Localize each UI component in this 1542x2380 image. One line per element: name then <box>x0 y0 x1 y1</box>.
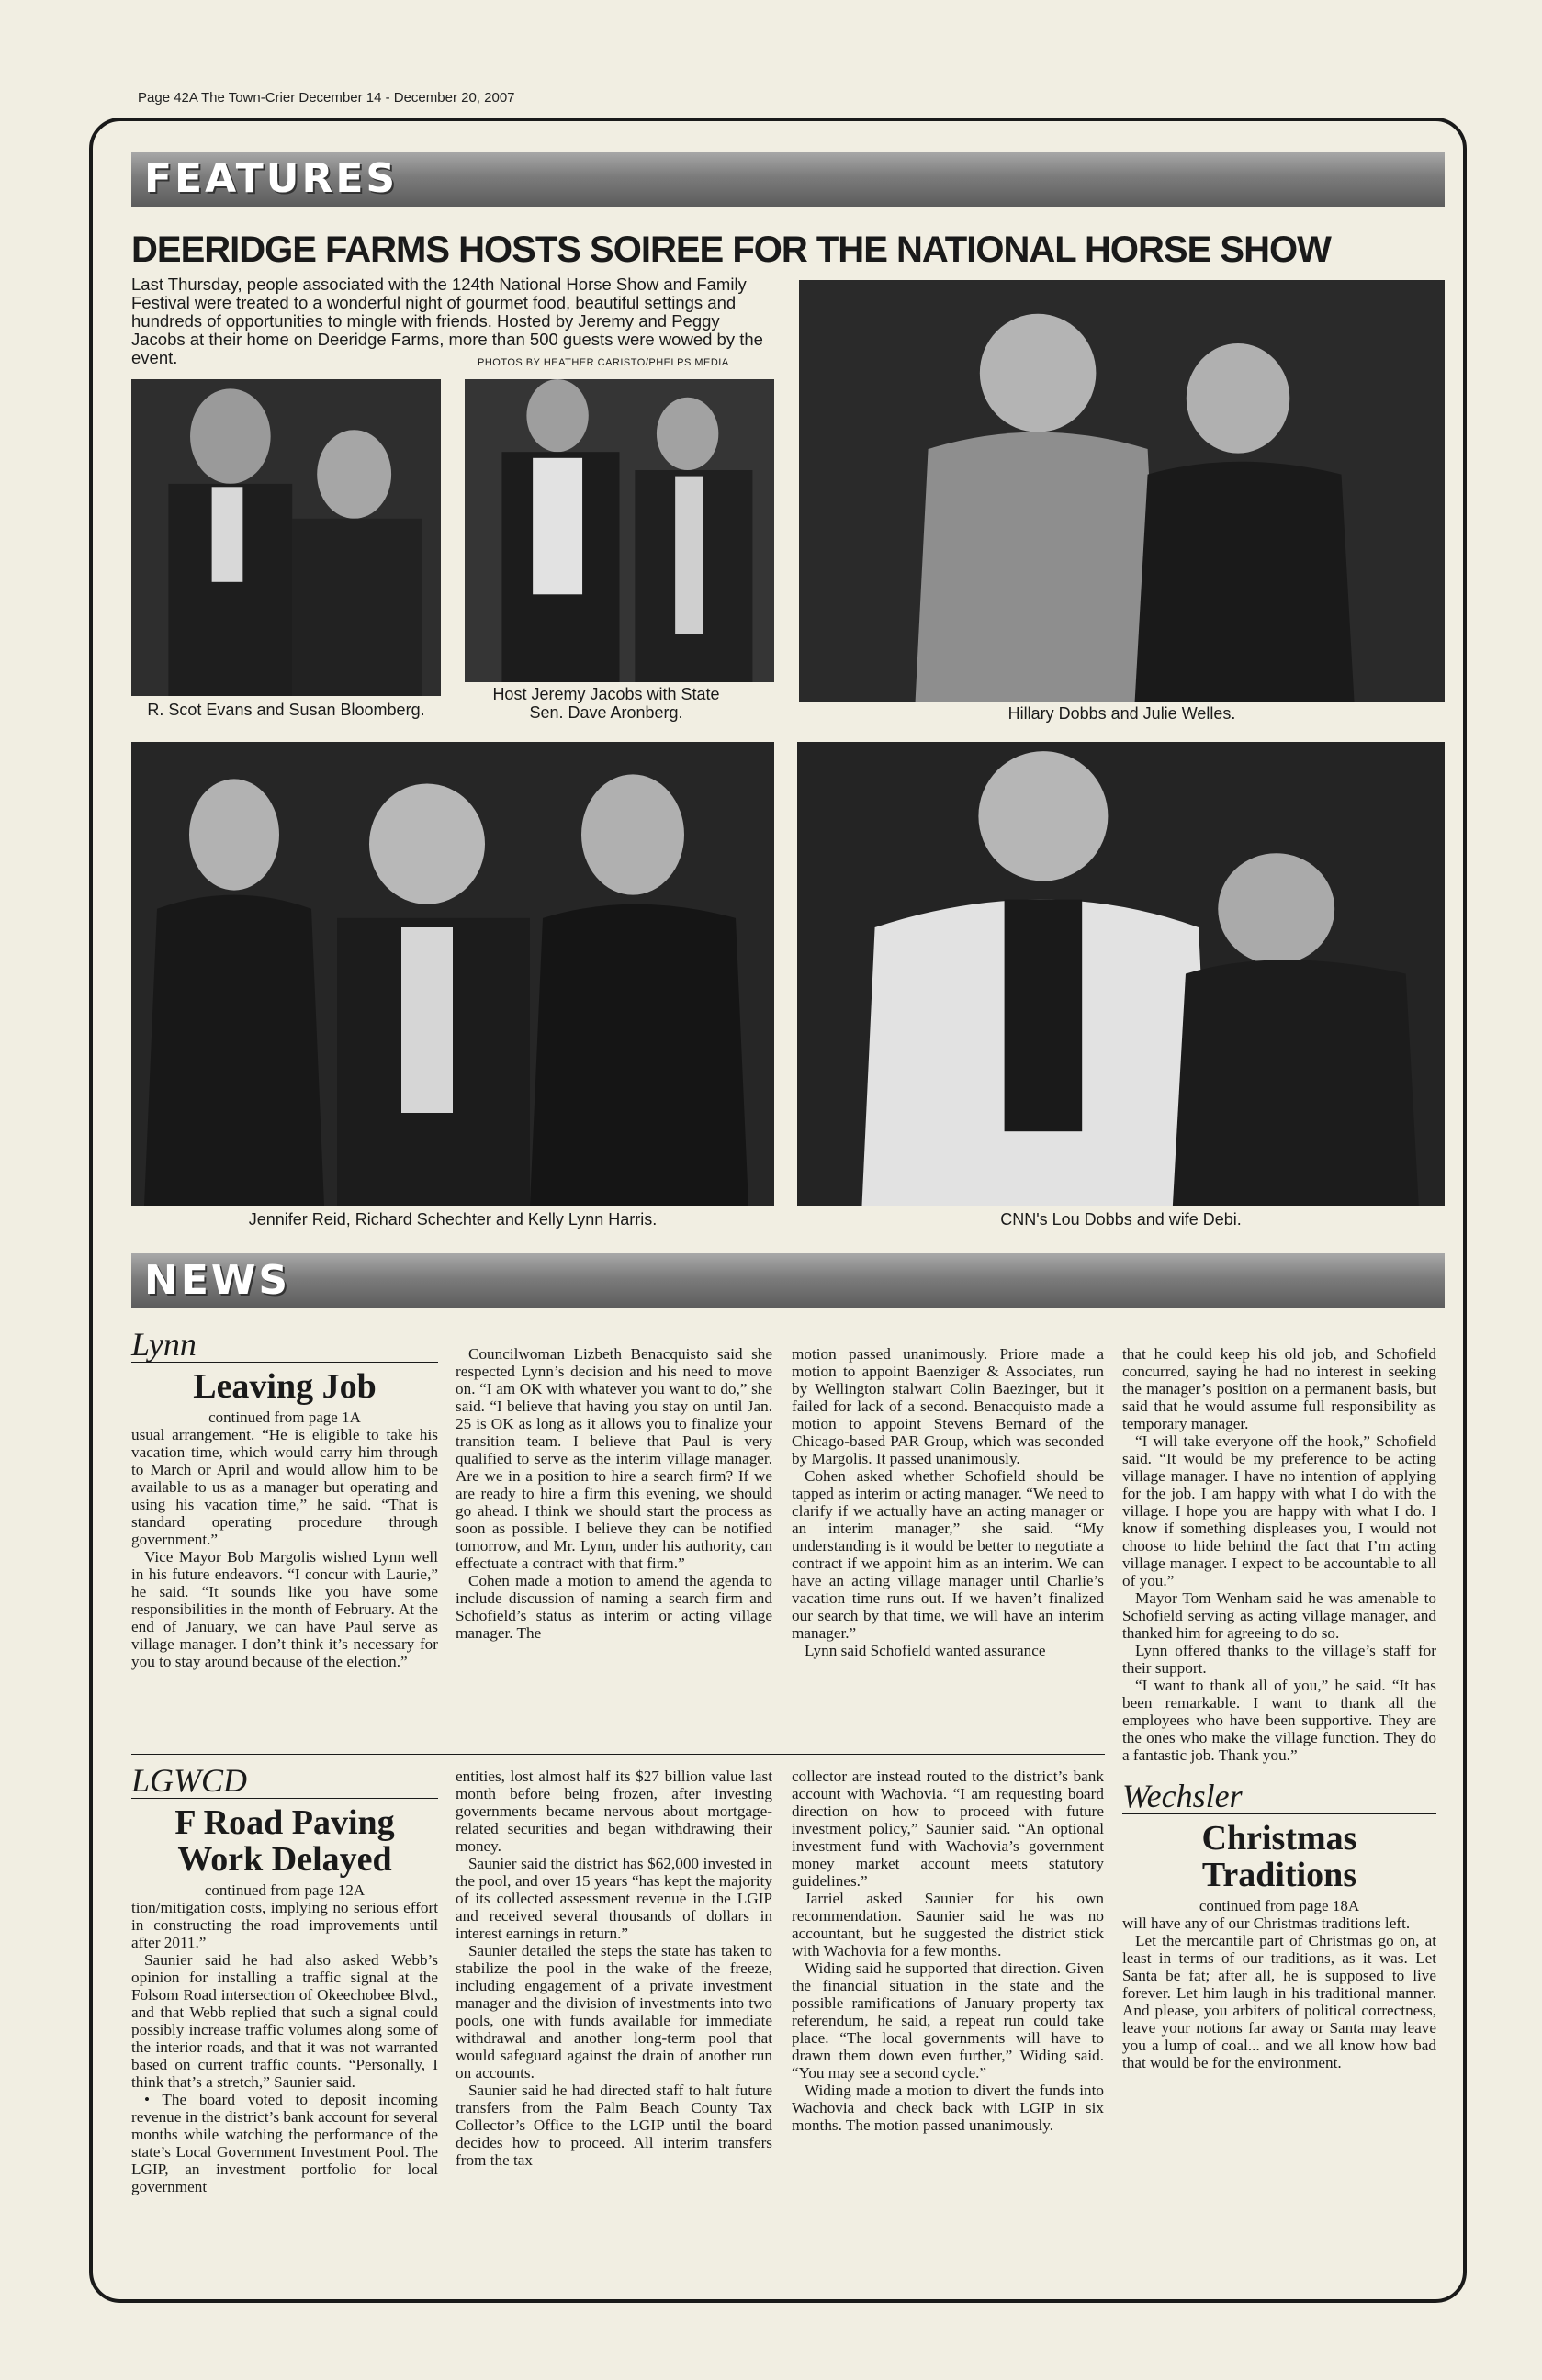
lgwcd-continued: continued from page 12A <box>204 1881 366 1899</box>
paragraph: Lynn offered thanks to the village’s staff for their support. <box>1122 1642 1436 1677</box>
story-divider <box>131 1754 1105 1755</box>
paragraph: entities, lost almost half its $27 billion value last month before being frozen, after investing governments became nervous about mortgage-related securities and began withdrawing their money. <box>456 1768 772 1855</box>
paragraph: • The board voted to deposit incoming revenue in the district’s bank account for several months while watching the performance of the state’s Local Government Investment Pool. The LGIP, an investment portfolio for local government <box>131 2091 438 2195</box>
paragraph: Jarriel asked Saunier for his own recommendation. Saunier said he was no accountant, but he suggested the district stick with Wachovia for a few months. <box>792 1890 1104 1959</box>
paragraph: usual arrangement. “He is eligible to take his vacation time, which would carry him through to March or April and would allow him to be available to us as a manager but operating and using his vacation time,” he said. “That is standard operating procedure through government.” <box>131 1426 438 1548</box>
lynn-headline: Leaving Job <box>193 1367 377 1406</box>
caption-reid-schechter-harris: Jennifer Reid, Richard Schechter and Kelly Lynn Harris. <box>248 1210 658 1229</box>
features-intro: Last Thursday, people associated with the 124th National Horse Show and Family Festival were treated to a wonderful night of gourmet food, beautiful settings and hundreds of opportunities to mingle with friends. Hosted by Jeremy and Peggy Jacobs at their home on Deeridge Farms, more than 500 guests were wowed by the event. <box>131 275 763 367</box>
lgwcd-slug: LGWCD <box>131 1763 438 1799</box>
lgwcd-col-1 <box>131 1763 438 2195</box>
lynn-col-4 <box>1122 1345 1436 2071</box>
lgwcd-headline: F Road Paving Work Delayed <box>174 1803 395 1879</box>
lynn-col-1 <box>131 1327 438 1670</box>
wechsler-story <box>1122 1779 1436 2071</box>
paragraph: Let the mercantile part of Christmas go on, at least in terms of our traditions, as it was. Let Santa be fat; after all, he is supposed to live forever. Let him laugh in his traditional manner. And please, you arbiters of political correctness, leave your notions far away or Santa may leave you a lump of coal... and we all know how bad that would be for the environment. <box>1122 1932 1436 2071</box>
features-banner <box>131 152 1445 207</box>
paragraph: Cohen made a motion to amend the agenda to include discussion of naming a search firm and Schofield’s status as interim or acting village manager. The <box>456 1572 772 1642</box>
wechsler-headline: Christmas Traditions <box>1201 1819 1357 1894</box>
paragraph: Lynn said Schofield wanted assurance <box>805 1642 1046 1659</box>
caption-evans-bloomberg: R. Scot Evans and Susan Bloomberg. <box>147 701 425 719</box>
news-banner <box>131 1253 1445 1308</box>
lynn-continued: continued from page 1A <box>208 1409 361 1426</box>
photo-jacobs-aronberg <box>465 379 774 682</box>
paragraph: that he could keep his old job, and Schofield concurred, saying he had no interest in seeking the manager’s position on a permanent basis, but said that he would assume full responsibility as temporary manager. <box>1122 1345 1436 1432</box>
photo-lou-debi-dobbs <box>797 742 1445 1206</box>
wechsler-continued: continued from page 18A <box>1199 1897 1360 1914</box>
features-label: FEATURES <box>144 155 399 202</box>
lgwcd-col-2 <box>456 1768 772 2169</box>
paragraph: “I want to thank all of you,” he said. “It has been remarkable. I want to thank all the employees who have been supportive. They are the ones who make the village function. They do a fantastic job. Thank you.” <box>1122 1677 1436 1764</box>
news-label: NEWS <box>144 1257 291 1304</box>
paragraph: tion/mitigation costs, implying no serious effort in constructing the road improvements until after 2011.” <box>131 1899 438 1951</box>
paragraph: Cohen asked whether Schofield should be tapped as interim or acting manager. “We need to clarify if we actually have an acting manager or an interim manager,” she said. “My understanding is it would be better to negotiate a contract if we appoint him as an interim. We can have an acting village manager until Charlie’s vacation time runs out. If we haven’t finalized our search by that time, we will have an interim manager.” <box>792 1467 1104 1642</box>
lgwcd-col-3 <box>792 1768 1104 2134</box>
paragraph: Saunier said the district has $62,000 invested in the pool, and over 15 years “has kept the majority of its collected assessment revenue in the LGIP and received several thousands of dollars in interest earnings in return.” <box>456 1855 772 1942</box>
paragraph: Widing said he supported that direction. Given the financial situation in the state and the possible ramifications of January property tax referendum, he said, a repeat run could take place. “The local governments will have to drawn them down even further,” Widing said. “You may see a second cycle.” <box>792 1959 1104 2082</box>
photo-credit: PHOTOS BY HEATHER CARISTO/PHELPS MEDIA <box>478 357 729 368</box>
wechsler-slug: Wechsler <box>1122 1779 1436 1814</box>
paragraph: “I will take everyone off the hook,” Schofield said. “It would be my preference to be acting village manager. I have no intention of applying for the job. I am happy with what I do with the village. I hope you are happy with what I do. I know if something displeases you, I would not choose to hide behind the fact that I’m acting village manager. I expect to be accountable to all of you.” <box>1122 1432 1436 1589</box>
paragraph: will have any of our Christmas traditions left. <box>1122 1914 1411 1932</box>
page-folio: Page 42A The Town-Crier December 14 - December 20, 2007 <box>138 90 515 106</box>
paragraph: Vice Mayor Bob Margolis wished Lynn well in his future endeavors. “I concur with Laurie,” he said. “It sounds like you have some responsibilities in the month of February. At the end of January, we can have Paul serve as village manager. I don’t think it’s necessary for you to stay around because of the election.” <box>131 1548 438 1670</box>
lynn-col-3 <box>792 1345 1104 1659</box>
features-headline: DEERIDGE FARMS HOSTS SOIREE FOR THE NATIONAL HORSE SHOW <box>131 230 1331 270</box>
caption-dobbs-welles: Hillary Dobbs and Julie Welles. <box>1007 704 1236 723</box>
lynn-col-2 <box>456 1345 772 1642</box>
paragraph: Saunier detailed the steps the state has taken to stabilize the pool in the wake of the freeze, including engagement of a private investment manager and the division of investments into two pools, one with funds available for immediate withdrawal and another long-term pool that would safeguard against the drain of another run on accounts. <box>456 1942 772 2082</box>
paragraph: Councilwoman Lizbeth Benacquisto said she respected Lynn’s decision and his need to move on. “I am OK with whatever you want to do,” she said. “I believe that having you stay on until Jan. 25 is OK as long as it allows you to finalize your transition team. I believe that Paul is very qualified to serve as the interim village manager. Are we in a position to hire a search firm? If we are ready to hire a firm this evening, we should go ahead. I think we should start the process as soon as possible. I believe they can be notified tomorrow, and Mr. Lynn, under his authority, can effectuate a contract with that firm.” <box>456 1345 772 1572</box>
paragraph: Widing made a motion to divert the funds into Wachovia and check back with LGIP in six months. The motion passed unanimously. <box>792 2082 1104 2134</box>
paragraph: collector are instead routed to the district’s bank account with Wachovia. “I am requesting board direction on how to proceed with future investment policy,” Saunier said. “An optional investment fund with Wachovia’s government money market account meets statutory guidelines.” <box>792 1768 1104 1890</box>
caption-jacobs-aronberg: Host Jeremy Jacobs with State Sen. Dave Aronberg. <box>492 685 720 722</box>
photo-dobbs-welles <box>799 280 1445 702</box>
paragraph: Saunier said he had also asked Webb’s opinion for installing a traffic signal at the Folsom Road intersection of Okeechobee Blvd., and that Webb replied that such a signal could possibly increase traffic volumes along some of the interior roads, and that it was not warranted based on current traffic counts. “Personally, I think that’s a stretch,” Saunier said. <box>131 1951 438 2091</box>
paragraph: Saunier said he had directed staff to halt future transfers from the Palm Beach County Tax Collector’s Office to the LGIP until the board decides how to proceed. All interim transfers from the tax <box>456 2082 772 2169</box>
caption-lou-debi-dobbs: CNN's Lou Dobbs and wife Debi. <box>1000 1210 1242 1229</box>
photo-evans-bloomberg <box>131 379 441 696</box>
paragraph: Mayor Tom Wenham said he was amenable to Schofield serving as acting village manager, and thanked him for agreeing to do so. <box>1122 1589 1436 1642</box>
paragraph: motion passed unanimously. Priore made a motion to appoint Baenziger & Associates, run by Wellington stalwart Colin Baezinger, but it failed for lack of a second. Benacquisto made a motion to appoint Stevens Bernard of the Chicago-based PAR Group, which was seconded by Margolis. It passed unanimously. <box>792 1345 1104 1467</box>
lynn-slug: Lynn <box>131 1327 438 1363</box>
photo-reid-schechter-harris <box>131 742 774 1206</box>
